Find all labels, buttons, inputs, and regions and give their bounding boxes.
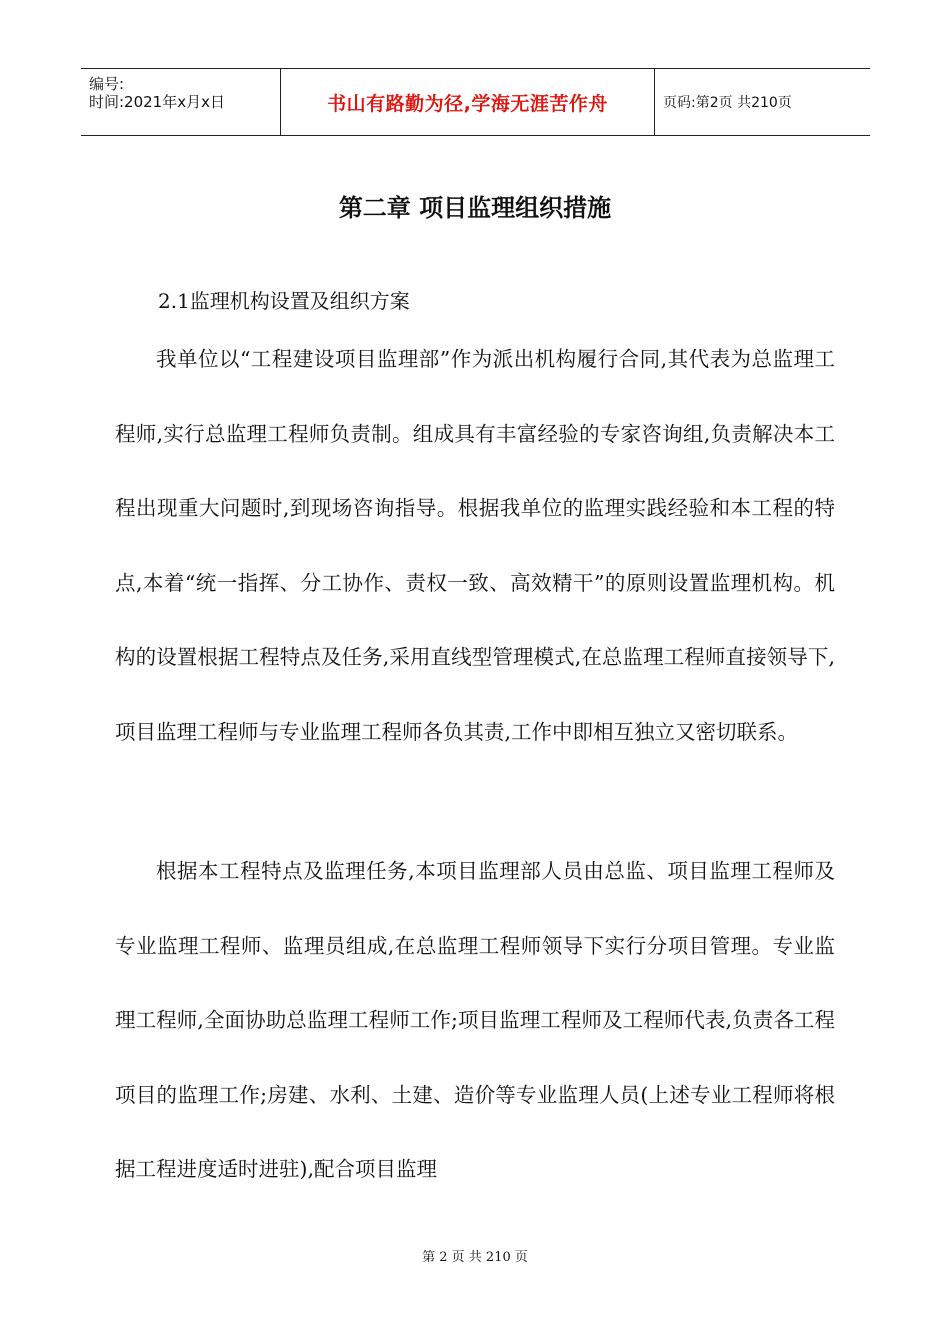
header-page-cell [655, 69, 870, 135]
header-motto: 书山有路勤为径,学海无涯苦作舟 [327, 92, 608, 115]
chapter-title: 第二章 项目监理组织措施 [338, 194, 612, 222]
page-footer: 第 2 页 共 210 页 [422, 1250, 528, 1265]
body-paragraph: 我单位以“工程建设项目监理部”作为派出机构履行合同,其代表为总监理工程师,实行总监理工程师负责制。组成具有丰富经验的专家咨询组,负责解决本工程出现重大问题时,到现场咨询指导。根据我单位的监理实践经验和本工程的特点,本着“统一指挥、分工协作、责权一致、高效精干”的原则设置监理机构。机构的设置根据工程特点及任务,采用直线型管理模式,在总监理工程师直接领导下,项目监理工程师与专业监理工程师各负其责,工作中即相互独立又密切联系。 [115, 347, 835, 744]
header-meta-cell [81, 69, 281, 135]
section-heading: 2.1监理机构设置及组织方案 [158, 289, 410, 313]
page-header [81, 68, 870, 136]
document-number-label: 编号: [89, 75, 125, 93]
document-time-label: 时间:2021年x月x日 [89, 93, 225, 111]
header-motto-cell [281, 69, 655, 135]
body-paragraph: 根据本工程特点及监理任务,本项目监理部人员由总监、项目监理工程师及专业监理工程师、监理员组成,在总监理工程师领导下实行分项目管理。专业监理工程师,全面协助总监理工程师工作;项目监理工程师及工程师代表,负责各工程项目的监理工作;房建、水利、土建、造价等专业监理人员(上述专业工程师将根据工程进度适时进驻),配合项目监理 [115, 859, 835, 1181]
header-page-info: 页码:第2页 共210页 [663, 95, 792, 111]
